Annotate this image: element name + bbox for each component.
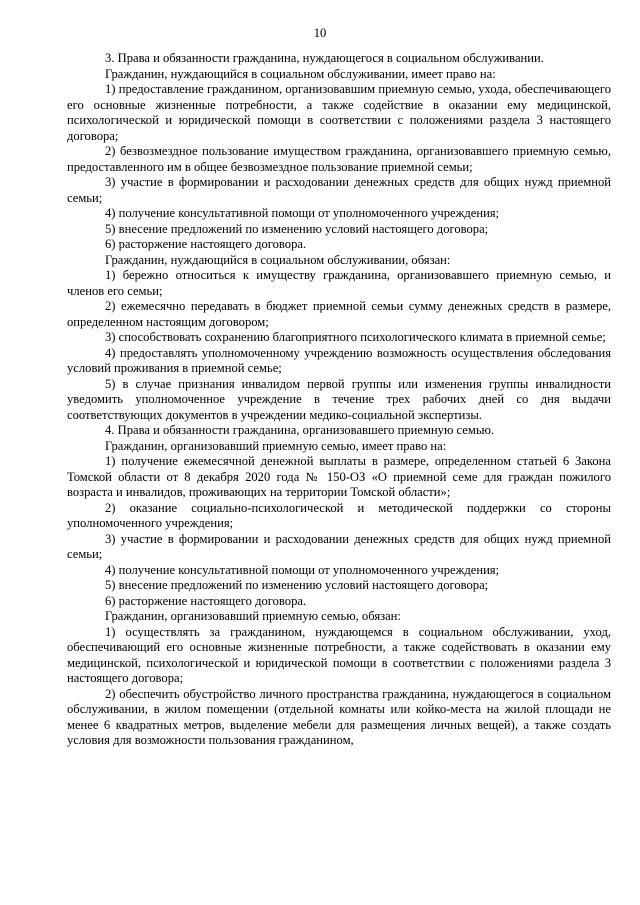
list-item: 1) предоставление гражданином, организовавшим приемную семью, ухода, обеспечивающего его основные жизненные потребности, а также содействие в оказании ему медицинской, психологической и юридической помощи в соответствии с положениями раздела 3 настоящего договора; <box>67 82 611 143</box>
paragraph: Гражданин, нуждающийся в социальном обслуживании, обязан: <box>105 252 451 267</box>
list-item: 4) получение консультативной помощи от уполномоченного учреждения; <box>105 562 500 577</box>
list-item: 2) оказание социально-психологической и методической поддержки со стороны уполномоченного учреждения; <box>67 500 611 530</box>
section-heading-3: 3. Права и обязанности гражданина, нуждающегося в социальном обслуживании. <box>105 51 544 65</box>
list-item: 2) безвозмездное пользование имуществом гражданина, организовавшего приемную семью, предоставленного им в общее безвозмездное пользование приемной семьи; <box>67 144 611 174</box>
paragraph: Гражданин, организовавший приемную семью, обязан: <box>105 609 401 623</box>
list-item: 2) обеспечить обустройство личного пространства гражданина, нуждающегося в социальном обслуживании, в жилом помещении (отдельной комнаты или койко-места на жилой площади не менее 6 квадратных метров, выделение мебели для размещения личных вещей), а также создать условия для возможности пользования гражданином, <box>67 686 611 747</box>
paragraph: Гражданин, нуждающийся в социальном обслуживании, имеет право на: <box>105 66 496 81</box>
list-item: 3) участие в формировании и расходовании денежных средств для общих нужд приемной семьи; <box>67 175 611 205</box>
list-item: 5) в случае признания инвалидом первой группы или изменения группы инвалидности уведомить уполномоченное учреждение в течение трех рабочих дней со дня выдачи соответствующих документов в учреждении медико-социальной экспертизы. <box>67 376 611 422</box>
list-item: 5) внесение предложений по изменению условий настоящего договора; <box>105 578 489 592</box>
list-item: 3) способствовать сохранению благоприятного психологического климата в приемной семье; <box>105 330 606 344</box>
list-item: 5) внесение предложений по изменению условий настоящего договора; <box>105 221 489 236</box>
list-item: 1) осуществлять за гражданином, нуждающемся в социальном обслуживании, уход, обеспечивающий его основные жизненные потребности, а также содействовать в оказании ему медицинской, психологической и юридической помощи в соответствии с положениями раздела 3 настоящего договора; <box>67 624 611 685</box>
list-item: 4) предоставлять уполномоченному учреждению возможность осуществления обследования условий проживания в приемной семье; <box>67 345 611 375</box>
list-item: 3) участие в формировании и расходовании денежных средств для общих нужд приемной семьи; <box>67 531 611 561</box>
list-item: 2) ежемесячно передавать в бюджет приемной семьи сумму денежных средств в размере, определенном настоящим договором; <box>67 299 611 329</box>
document-body <box>67 51 611 749</box>
list-item: 1) бережно относиться к имуществу гражданина, организовавшего приемную семью, и членов его семьи; <box>67 268 611 298</box>
list-item: 6) расторжение настоящего договора. <box>105 593 307 608</box>
list-item: 4) получение консультативной помощи от уполномоченного учреждения; <box>105 206 500 220</box>
paragraph: Гражданин, организовавший приемную семью, имеет право на: <box>105 438 447 453</box>
list-item: 1) получение ежемесячной денежной выплаты в размере, определенном статьей 6 Закона Томской области от 8 декабря 2020 года № 150-ОЗ «О приемной семе для граждан пожилого возраста и инвалидов, проживающих на территории Томской области»; <box>67 454 611 499</box>
section-heading-4: 4. Права и обязанности гражданина, организовавшего приемную семью. <box>105 423 495 437</box>
page-number: 10 <box>313 26 327 40</box>
list-item: 6) расторжение настоящего договора. <box>105 237 307 251</box>
